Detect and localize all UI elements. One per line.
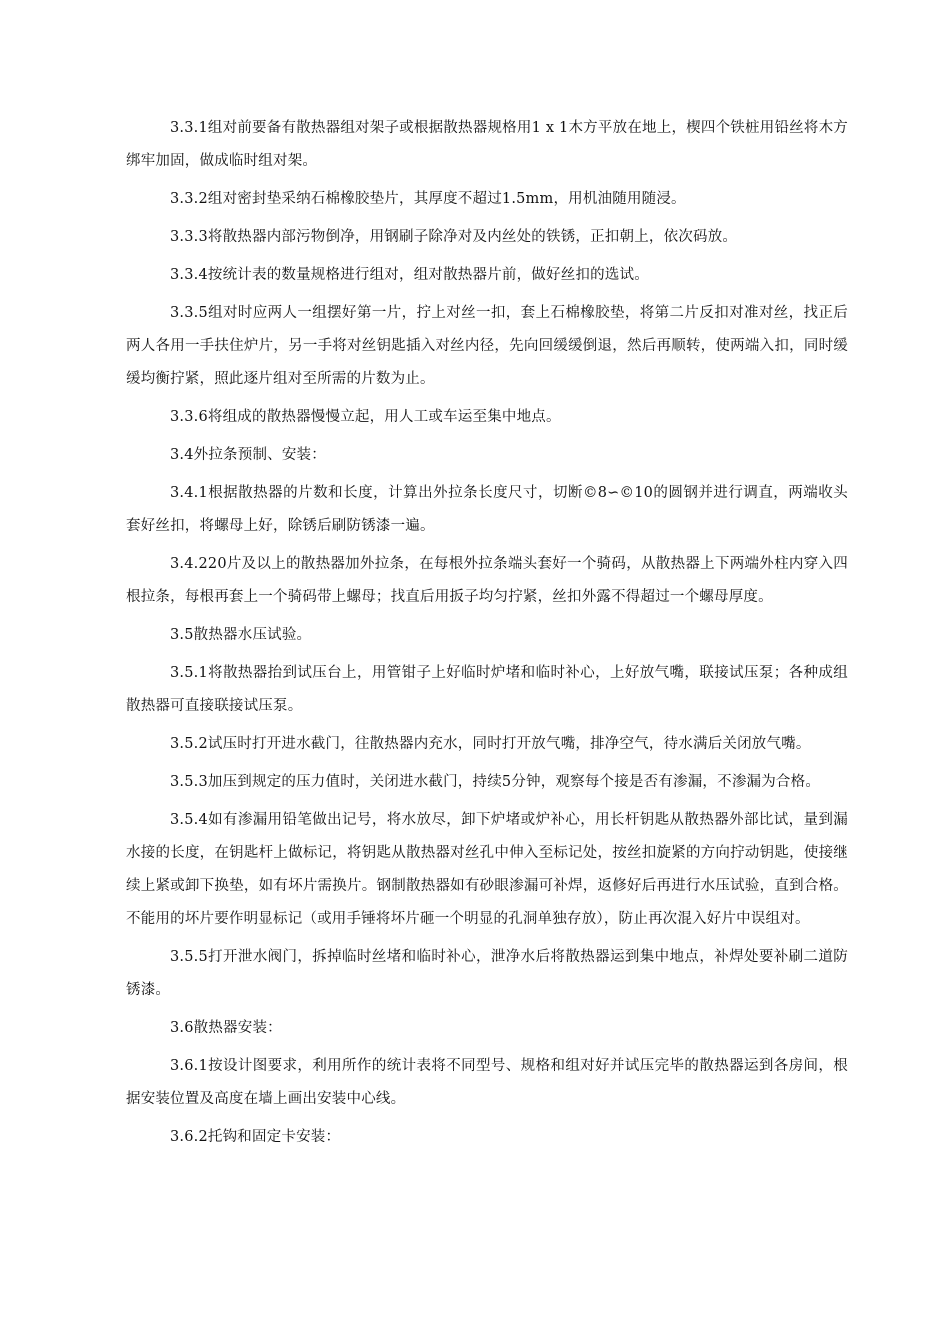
section-heading: 3.4外拉条预制、安装： [170, 447, 326, 463]
body-paragraph: 3.6.1按设计图要求，利用所作的统计表将不同型号、规格和组对好并试压完毕的散热器运到各房间，根据安装位置及高度在墙上画出安装中心线。 [126, 1058, 848, 1107]
section-heading: 3.5散热器水压试验。 [170, 627, 312, 643]
body-paragraph: 3.3.3将散热器内部污物倒净，用钢刷子除净对及内丝处的铁锈，正扣朝上，依次码放。 [170, 229, 738, 245]
body-paragraph: 3.4.220片及以上的散热器加外拉条，在每根外拉条端头套好一个骑码，从散热器上下两端外柱内穿入四根拉条，每根再套上一个骑码带上螺母；找直后用扳子均匀拧紧，丝扣外露不得超过一个螺母厚度。 [126, 556, 848, 605]
body-paragraph: 3.3.4按统计表的数量规格进行组对，组对散热器片前，做好丝扣的选试。 [170, 267, 649, 283]
body-paragraph: 3.5.1将散热器抬到试压台上，用管钳子上好临时炉堵和临时补心，上好放气嘴，联接试压泵；各种成组散热器可直接联接试压泵。 [126, 665, 848, 714]
section-heading: 3.6散热器安装： [170, 1020, 282, 1036]
body-paragraph: 3.3.6将组成的散热器慢慢立起，用人工或车运至集中地点。 [170, 409, 561, 425]
body-paragraph: 3.3.5组对时应两人一组摆好第一片，拧上对丝一扣，套上石棉橡胶垫，将第二片反扣对准对丝，找正后两人各用一手扶住炉片，另一手将对丝钥匙插入对丝内径，先向回缓缓倒退，然后再顺转，使两端入扣，同时缓缓均衡拧紧，照此逐片组对至所需的片数为止。 [126, 305, 848, 387]
body-paragraph: 3.5.2试压时打开进水截门，往散热器内充水，同时打开放气嘴，排净空气，待水满后关闭放气嘴。 [170, 736, 811, 752]
body-paragraph: 3.5.5打开泄水阀门，拆掉临时丝堵和临时补心，泄净水后将散热器运到集中地点，补焊处要补刷二道防锈漆。 [126, 949, 848, 998]
section-heading: 3.6.2托钩和固定卡安装： [170, 1129, 341, 1145]
body-paragraph: 3.5.4如有渗漏用铅笔做出记号，将水放尽，卸下炉堵或炉补心，用长杆钥匙从散热器外部比试，量到漏水接的长度，在钥匙杆上做标记，将钥匙从散热器对丝孔中伸入至标记处，按丝扣旋紧的方向拧动钥匙，使接继续上紧或卸下换垫，如有坏片需换片。钢制散热器如有砂眼渗漏可补焊，返修好后再进行水压试验，直到合格。不能用的坏片要作明显标记（或用手锤将坏片砸一个明显的孔洞单独存放），防止再次混入好片中误组对。 [126, 812, 848, 927]
body-paragraph: 3.5.3加压到规定的压力值时，关闭进水截门，持续5分钟，观察每个接是否有渗漏，不渗漏为合格。 [170, 774, 821, 790]
body-paragraph: 3.3.1组对前要备有散热器组对架子或根据散热器规格用1 x 1木方平放在地上，楔四个铁桩用铅丝将木方绑牢加固，做成临时组对架。 [126, 120, 848, 169]
body-paragraph: 3.4.1根据散热器的片数和长度，计算出外拉条长度尺寸，切断©8∽©10的圆钢并进行调直，两端收头套好丝扣，将螺母上好，除锈后刷防锈漆一遍。 [126, 485, 848, 534]
body-paragraph: 3.3.2组对密封垫采纳石棉橡胶垫片，其厚度不超过1.5mm，用机油随用随浸。 [170, 191, 686, 207]
document-body [126, 112, 848, 1159]
